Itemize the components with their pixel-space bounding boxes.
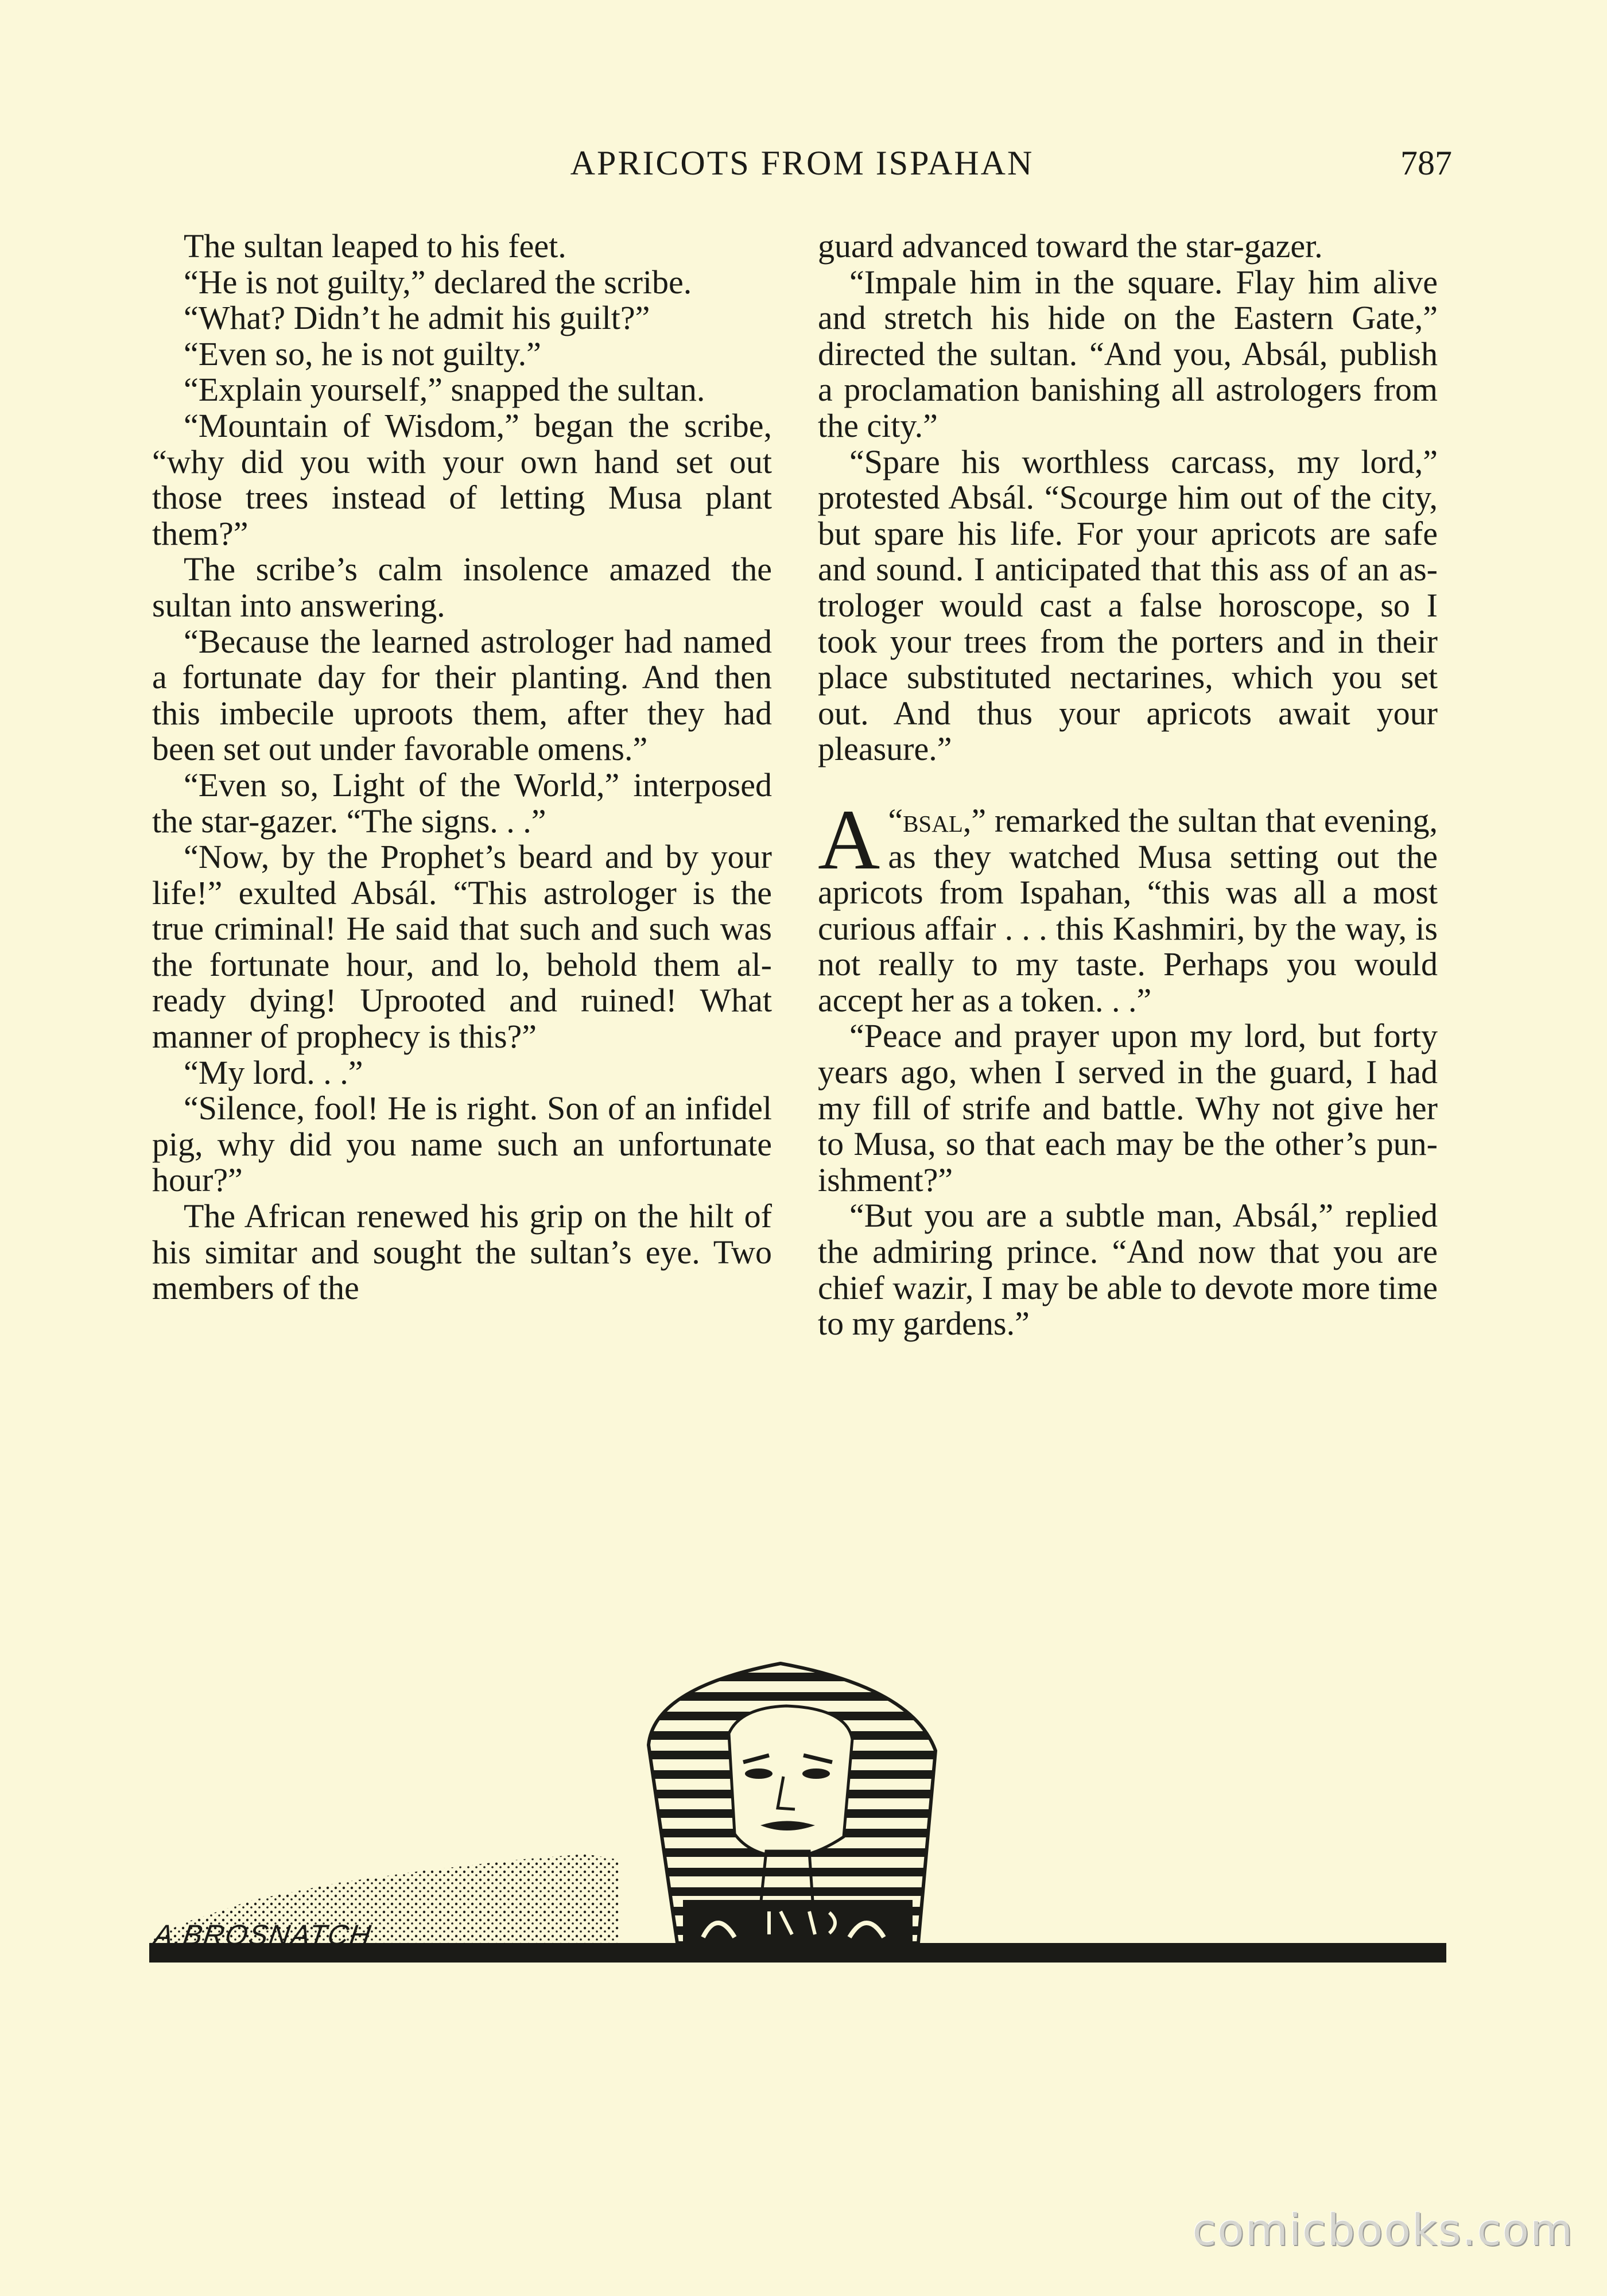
paragraph: “Even so, Light of the World,” interposed the star-gazer. “The signs. . .” <box>152 766 772 840</box>
running-title: APRICOTS FROM ISPAHAN <box>570 144 1034 182</box>
paragraph: “Mountain of Wisdom,” began the scribe, “why did you with your own hand set out those trees instead of letting Musa plant them?” <box>152 406 772 552</box>
left-column <box>152 228 772 1306</box>
paragraph: “Spare his worthless carcass, my lord,” protested Absál. “Scourge him out of the city, but spare his life. For your apricots are safe and sound. I anticipated that this ass of an astrologer would cast a false horoscope, so I took your trees from the porters and in their place substituted nectarines, which you set out. And thus your apricots await your pleasure.” <box>818 443 1438 768</box>
paragraph: “Peace and prayer upon my lord, but forty years ago, when I served in the guard, I had my fill of strife and battle. Why not give her to Musa, so that each may be the other’s punishment?” <box>818 1017 1438 1199</box>
paragraph: “Now, by the Prophet’s beard and by your life!” exulted Absál. “This astrologer is the true criminal! He said that such and such was the fortunate hour, and lo, behold them already dying! Uprooted and ruined! What manner of prophecy is this?” <box>152 838 772 1056</box>
paragraph: The scribe’s calm insolence amazed the sultan into answering. <box>152 550 772 624</box>
paragraph: “Explain yourself,” snapped the sultan. <box>184 371 705 409</box>
section-opening-paragraph <box>818 792 1438 1019</box>
paragraph: “Impale him in the square. Flay him alive and stretch his hide on the Eastern Gate,” directed the sultan. “And you, Absál, publish a proclamation banishing all astrologers from the city.” <box>818 263 1438 444</box>
paragraph: “Because the learned astrologer had named a fortunate day for their planting. And then this imbecile uproots them, after they had been set out under favorable omens.” <box>152 622 772 768</box>
small-caps-word: bsal, <box>903 801 972 839</box>
paragraph: The African renewed his grip on the hilt of his simitar and sought the sultan’s eye. Two members of the <box>152 1197 772 1307</box>
paragraph: “My lord. . .” <box>184 1053 363 1091</box>
paragraph: “But you are a subtle man, Absál,” replied the admiring prince. “And now that you are chief wazir, I may be able to devote more time to my gardens.” <box>818 1197 1438 1343</box>
open-quote: “ <box>888 801 903 839</box>
paragraph: “Silence, fool! He is right. Son of an infidel pig, why did you name such an unfortunate hour?” <box>152 1089 772 1199</box>
face <box>729 1706 852 1857</box>
drop-cap: A <box>818 792 880 887</box>
paragraph: “What? Didn’t he admit his guilt?” <box>184 299 650 337</box>
paragraph: “Even so, he is not guilty.” <box>184 335 541 373</box>
paragraph: The sultan leaped to his feet. <box>184 227 566 265</box>
chest-ornament <box>683 1900 913 1941</box>
right-column <box>818 228 1438 1342</box>
watermark: comicbooks.com <box>1192 2204 1574 2255</box>
section-text: ” remarked the sultan that evening, as they watched Musa setting out the apricots from Ispahan, “this was all a most curious affair . . . this Kashmiri, by the way, is not really to my taste. Perhaps you would accept her as a token. . .” <box>818 801 1438 1019</box>
page-header <box>152 144 1452 189</box>
continued-paragraph: guard advanced toward the star-gazer. <box>818 227 1323 265</box>
artist-signature: A.BROSNATCH <box>152 1919 374 1951</box>
page-number: 787 <box>1400 144 1452 182</box>
paragraph: “He is not guilty,” declared the scribe. <box>184 263 692 301</box>
